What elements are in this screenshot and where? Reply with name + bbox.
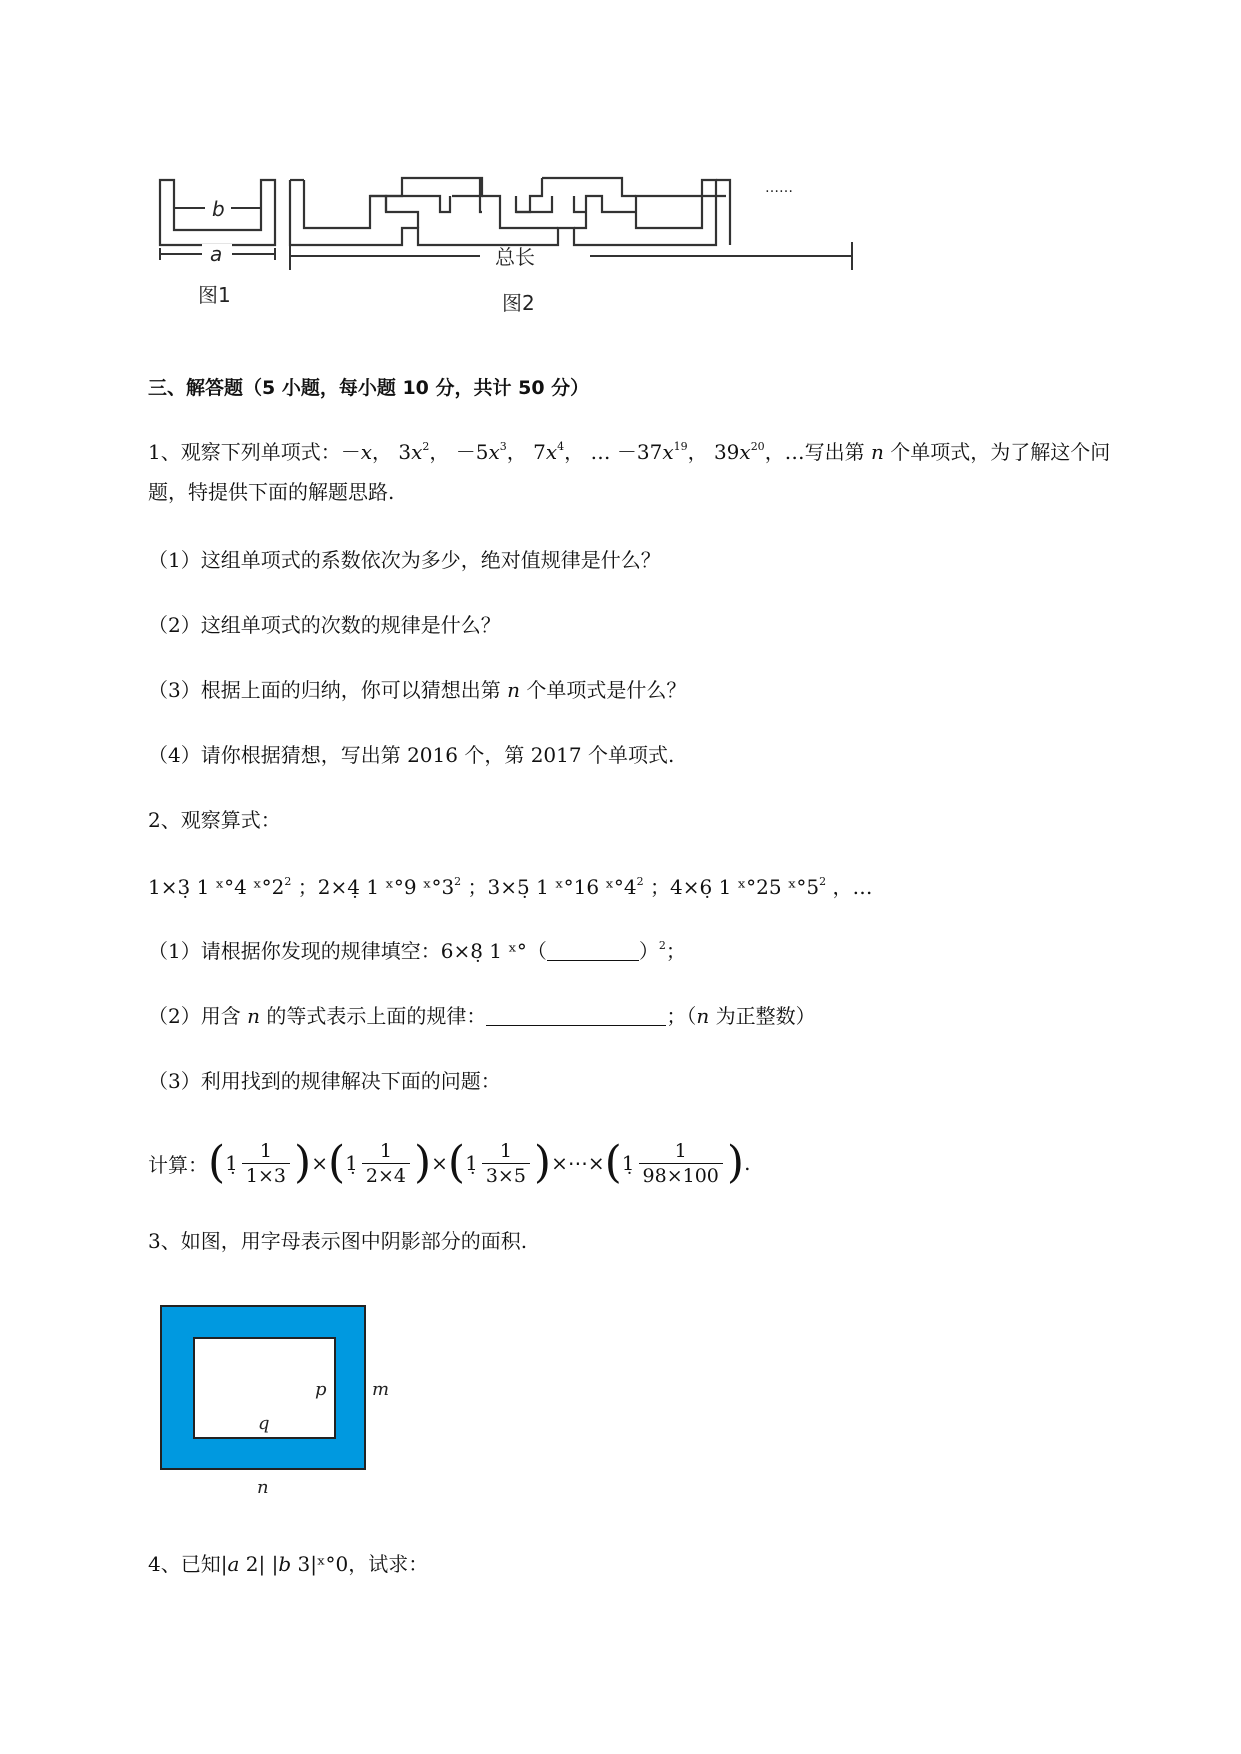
q4-text: 4、已知|a 2| |b 3|ˣ°0，试求： xyxy=(148,1552,429,1576)
q1-line1: 1、观察下列单项式：－x， $3x^2$， $-5x^3$， $7x^4$， … $-37x^{19}$， $39x^{20}$，…写出第 n 个单项式，为了解这个问 xyxy=(148,440,1111,464)
label-m: m xyxy=(372,1379,390,1400)
label-b: b xyxy=(212,197,225,221)
figure-1-and-2 xyxy=(150,160,870,335)
q1-part1: （1）这组单项式的系数依次为多少，绝对值规律是什么？ xyxy=(148,548,661,572)
total-length-label: 总长 xyxy=(495,245,535,269)
q2-part1: （1）请根据你发现的规律填空：6×8̣ 1 ˣ°（ ）$^2$； xyxy=(148,939,686,963)
q2-intro: 2、观察算式： xyxy=(148,808,281,832)
continuation-dots: …… xyxy=(765,180,793,196)
q1-line2: 题，特提供下面的解题思路. xyxy=(148,480,395,504)
label-n: n xyxy=(257,1477,269,1498)
q2-part2-blank[interactable] xyxy=(486,1005,666,1026)
q3-text: 3、如图，用字母表示图中阴影部分的面积. xyxy=(148,1229,528,1253)
fig2-caption: 图2 xyxy=(502,291,535,315)
section-title: 三、解答题（5 小题，每小题 10 分，共计 50 分） xyxy=(148,377,590,399)
fraction-2: $\frac{1}{2\times 4}$ xyxy=(362,1139,410,1188)
label-a: a xyxy=(210,242,223,266)
q3-shaded-figure xyxy=(150,1295,420,1505)
q1-part4: （4）请你根据猜想，写出第 2016 个，第 2017 个单项式. xyxy=(148,743,675,767)
q1-part3: （3）根据上面的归纳，你可以猜想出第 n 个单项式是什么？ xyxy=(148,678,687,702)
fraction-3: $\frac{1}{3\times 5}$ xyxy=(482,1139,530,1188)
fig1-caption: 图1 xyxy=(198,283,231,307)
q2-equations: 1×3̣ 1 ˣ°4 $ˣ^\circ 2^2$ ；2×4̣ 1 ˣ°9 $ˣ^\circ 3^2$ ；3×5̣ 1 ˣ°16 $ˣ^\circ 4^2$ ；4×6̣ 1 ˣ°25 $ˣ^\circ 5^2$ ，… xyxy=(148,875,873,899)
q2-part3: （3）利用找到的规律解决下面的问题： xyxy=(148,1069,501,1093)
q2-part2: （2）用含 n 的等式表示上面的规律： ；（n 为正整数） xyxy=(148,1004,816,1028)
label-p: p xyxy=(315,1379,327,1400)
fraction-1: $\frac{1}{1\times 3}$ xyxy=(242,1139,290,1188)
q2-part1-blank[interactable] xyxy=(547,940,639,961)
q2-calculation: 计算： ( 1̣ $\frac{1}{1\times 3}$ ) × ( 1̣ $\frac{1}{2\times 4}$ ) × ( 1̣ $\frac{1}{3\times 5}$ ) ×⋯× ( 1̣ $\frac{1}{98\times 100}$ ) . xyxy=(148,1137,751,1188)
fraction-4: $\frac{1}{98\times 100}$ xyxy=(639,1139,723,1188)
label-q: q xyxy=(258,1413,270,1434)
q1-part2: （2）这组单项式的次数的规律是什么？ xyxy=(148,613,501,637)
